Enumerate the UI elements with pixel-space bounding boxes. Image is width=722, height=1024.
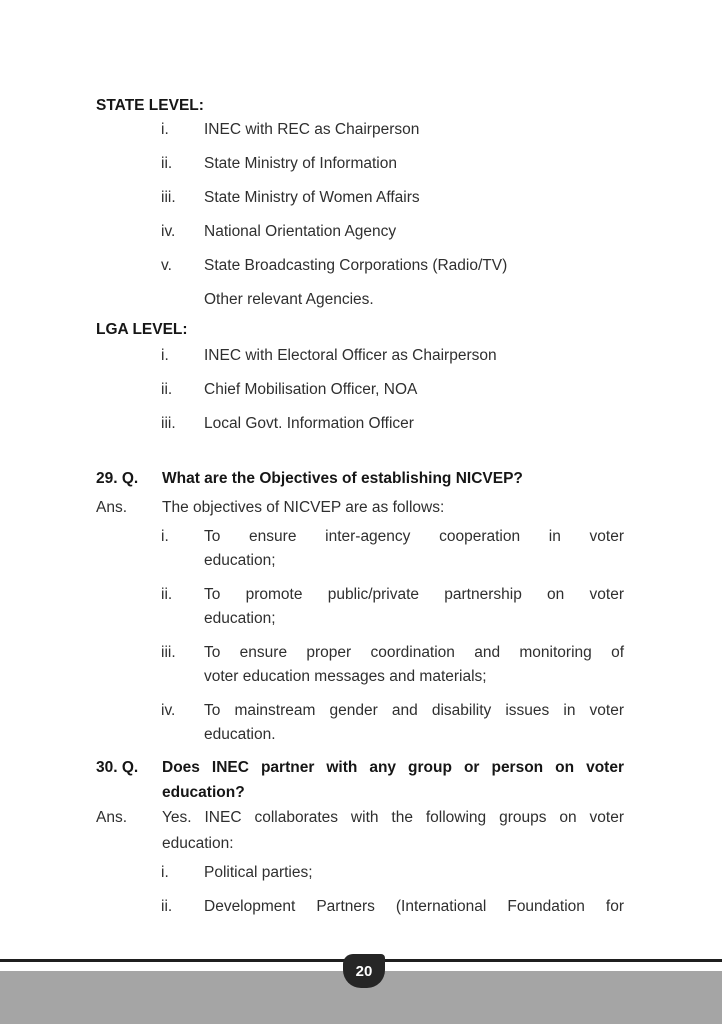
- list-item: [96, 255, 624, 277]
- list-item-numeral: i.: [161, 864, 169, 881]
- list-item: [96, 583, 624, 631]
- list-item-line: To ensure inter-agency cooperation in voter: [204, 528, 624, 545]
- list-item-numeral: i.: [161, 528, 169, 545]
- question-text: What are the Objectives of establishing NICVEP?: [162, 470, 523, 487]
- list-item-line: To ensure proper coordination and monitoring of: [204, 644, 624, 661]
- list-item-numeral: i.: [161, 121, 169, 138]
- list-item-text: State Ministry of Women Affairs: [204, 189, 420, 206]
- list-item-text: INEC with Electoral Officer as Chairperson: [204, 347, 497, 364]
- list-item-text: [204, 525, 624, 573]
- list-item-numeral: ii.: [161, 898, 173, 915]
- question-number-label: 29. Q.: [96, 470, 139, 487]
- list-item-text: Chief Mobilisation Officer, NOA: [204, 381, 418, 398]
- list-item-numeral: iii.: [161, 644, 176, 661]
- list-item: [96, 153, 624, 175]
- section-heading-state-level: STATE LEVEL:: [96, 97, 204, 114]
- list-item-numeral: i.: [161, 347, 169, 364]
- question-line: education?: [162, 784, 245, 801]
- list-item-numeral: ii.: [161, 155, 173, 172]
- answer-text: The objectives of NICVEP are as follows:: [162, 499, 445, 516]
- answer-30: [96, 805, 624, 857]
- list-item-line: education.: [204, 726, 276, 743]
- list-item-line: education;: [204, 552, 276, 569]
- answer-line: education:: [162, 835, 234, 852]
- list-item: [96, 119, 624, 141]
- list-item: [96, 221, 624, 243]
- page-number: 20: [355, 962, 373, 980]
- list-continuation-text: Other relevant Agencies.: [204, 291, 374, 308]
- question-number-label: 30. Q.: [96, 759, 139, 776]
- list-item-text: [204, 583, 624, 631]
- list-item: [96, 525, 624, 573]
- list-item-numeral: iii.: [161, 415, 176, 432]
- list-item-numeral: v.: [161, 257, 172, 274]
- page-number-badge: [343, 954, 385, 988]
- answer-line: Yes. INEC collaborates with the following groups on voter: [162, 809, 624, 826]
- list-item-line: To promote public/private partnership on voter: [204, 586, 624, 603]
- question-30: [96, 755, 624, 805]
- list-item: [96, 413, 624, 435]
- list-item-text: National Orientation Agency: [204, 223, 397, 240]
- list-item: [96, 379, 624, 401]
- list-item-text: Local Govt. Information Officer: [204, 415, 414, 432]
- list-item-line: To mainstream gender and disability issues in voter: [204, 702, 624, 719]
- list-item-text: [204, 699, 624, 747]
- question-text: [162, 755, 624, 805]
- list-item: [96, 187, 624, 209]
- list-item-numeral: ii.: [161, 586, 173, 603]
- question-line: Does INEC partner with any group or person on voter: [162, 759, 624, 776]
- list-item-line: voter education messages and materials;: [204, 668, 487, 685]
- list-item: [96, 896, 624, 918]
- list-item: [96, 345, 624, 367]
- answer-29: [96, 497, 624, 519]
- question-29: [96, 468, 624, 490]
- section-heading-lga-level: LGA LEVEL:: [96, 321, 188, 338]
- answer-label: Ans.: [96, 499, 128, 516]
- list-item-text: State Broadcasting Corporations (Radio/TV): [204, 257, 508, 274]
- list-item: [96, 699, 624, 747]
- list-item-numeral: iii.: [161, 189, 176, 206]
- list-item: [96, 641, 624, 689]
- list-item-line: education;: [204, 610, 276, 627]
- list-item-text: State Ministry of Information: [204, 155, 397, 172]
- list-item-numeral: iv.: [161, 223, 176, 240]
- list-item-numeral: ii.: [161, 381, 173, 398]
- list-item-text: Development Partners (International Foundation for: [204, 898, 624, 915]
- answer-label: Ans.: [96, 809, 128, 826]
- list-item-text: Political parties;: [204, 864, 313, 881]
- list-item-text: [204, 641, 624, 689]
- list-item: [96, 862, 624, 884]
- list-item-text: INEC with REC as Chairperson: [204, 121, 420, 138]
- page-content: [96, 95, 624, 918]
- list-item-numeral: iv.: [161, 702, 176, 719]
- answer-text: [162, 805, 624, 857]
